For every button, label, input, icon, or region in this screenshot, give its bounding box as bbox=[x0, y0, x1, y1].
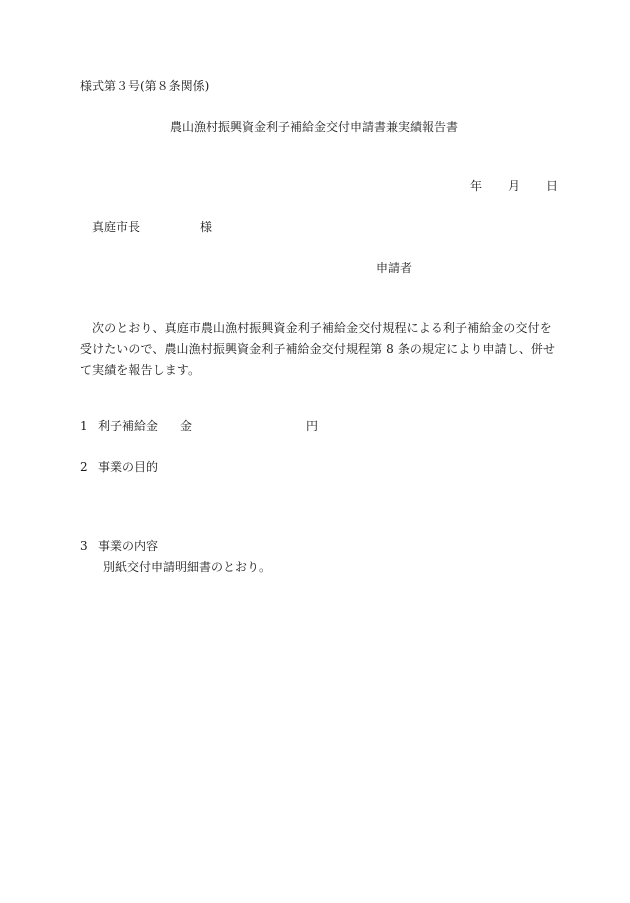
addressee-name: 真庭市長 bbox=[92, 220, 141, 234]
item-subsidy-amount bbox=[80, 420, 318, 432]
item-label: 事業の内容 bbox=[98, 539, 159, 553]
addressee-honorific: 様 bbox=[200, 220, 213, 234]
form-number: 様式第３号(第８条関係) bbox=[80, 79, 210, 93]
item-project-purpose bbox=[80, 461, 158, 473]
item-number: 2 bbox=[80, 460, 88, 474]
item-number: 1 bbox=[80, 419, 88, 433]
date-day-label: 日 bbox=[546, 179, 559, 193]
amount-prefix: 金 bbox=[180, 419, 193, 433]
date-month-label: 月 bbox=[508, 179, 521, 193]
amount-unit: 円 bbox=[306, 419, 319, 433]
applicant-label: 申請者 bbox=[376, 261, 413, 275]
addressee bbox=[92, 221, 212, 233]
item-content-detail: 別紙交付申請明細書のとおり。 bbox=[103, 560, 272, 574]
body-paragraph: 次のとおり、真庭市農山漁村振興資金利子補給金交付規程による利子補給金の交付を受けたいので、農山漁村振興資金利子補給金交付規程第 8 条の規定により申請し、併せて実績を報告します。 bbox=[80, 321, 556, 377]
item-label: 利子補給金 bbox=[98, 419, 159, 433]
item-number: 3 bbox=[80, 539, 88, 553]
item-label: 事業の目的 bbox=[98, 460, 159, 474]
date-line bbox=[470, 180, 558, 192]
date-year-label: 年 bbox=[470, 179, 483, 193]
document-title: 農山漁村振興資金利子補給金交付申請書兼実績報告書 bbox=[170, 120, 459, 134]
item-project-content bbox=[80, 540, 158, 552]
